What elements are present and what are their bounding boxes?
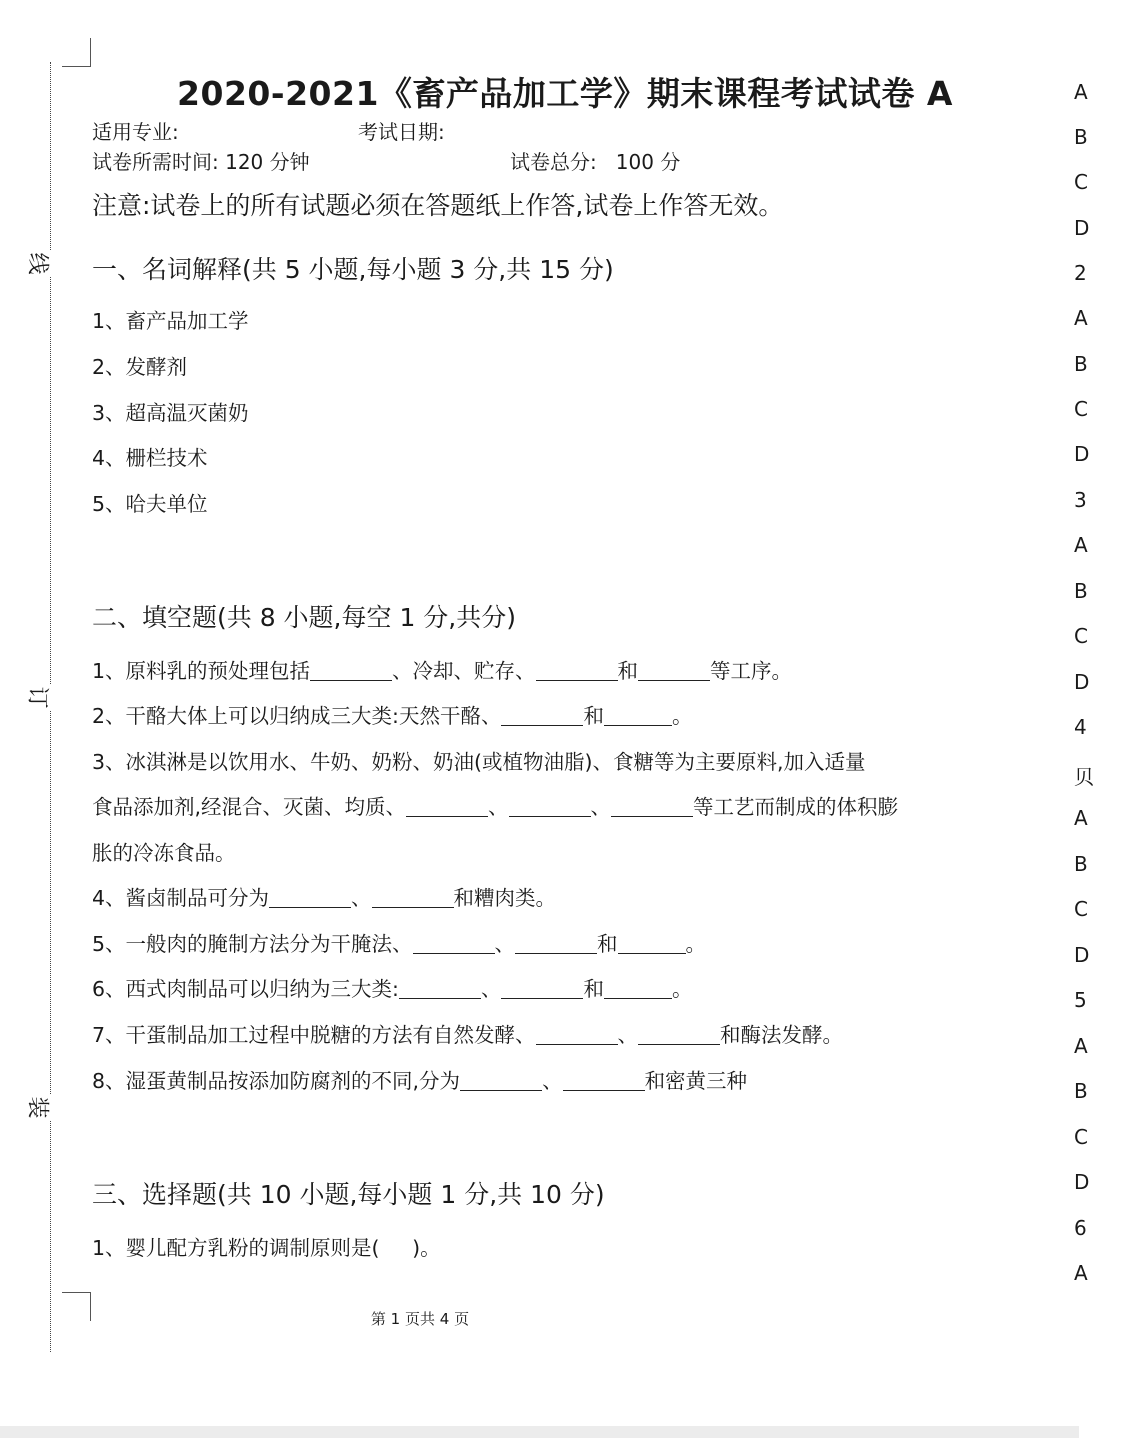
meta-major: 适用专业: (92, 120, 179, 144)
exam-notice: 注意:试卷上的所有试题必须在答题纸上作答,试卷上作答无效。 (92, 191, 784, 220)
section-1-item: 3、超高温灭菌奶 (92, 401, 249, 425)
fill-question-6 (92, 972, 692, 1002)
next-page-char: A (1074, 1034, 1088, 1058)
meta-duration: 试卷所需时间: 120 分钟 (92, 150, 310, 174)
next-page-char: 贝 (1074, 765, 1094, 789)
answer-blank (536, 1024, 618, 1045)
answer-blank (460, 1070, 542, 1091)
answer-blank (563, 1070, 645, 1091)
q5-text-c: 和 (597, 932, 618, 956)
next-page-char: D (1074, 216, 1090, 240)
next-page-char: B (1074, 852, 1088, 876)
q5-text-a: 5、一般肉的腌制方法分为干腌法、 (92, 932, 413, 956)
viewer-bottom-strip (0, 1426, 1079, 1438)
next-page-char: A (1074, 1261, 1088, 1285)
next-page-char: C (1074, 1125, 1088, 1149)
answer-blank (618, 933, 686, 954)
answer-blank (501, 978, 583, 999)
q7-text-c: 和酶法发酵。 (720, 1023, 844, 1047)
section-1-item: 2、发酵剂 (92, 355, 188, 379)
next-page-char: C (1074, 897, 1088, 921)
q4-text-b: 、 (351, 886, 372, 910)
q4-text-c: 和糟肉类。 (453, 886, 557, 910)
fill-question-3-line-3: 胀的冷冻食品。 (92, 841, 236, 865)
next-page-char: D (1074, 670, 1090, 694)
section-1-item: 1、畜产品加工学 (92, 309, 249, 333)
q8-text-c: 和密黄三种 (644, 1069, 748, 1093)
section-1-title: 一、名词解释(共 5 小题,每小题 3 分,共 15 分) (92, 255, 614, 284)
next-page-char: D (1074, 442, 1090, 466)
crop-mark-top (62, 38, 91, 67)
exam-title: 2020-2021《畜产品加工学》期末课程考试试卷 A (177, 74, 953, 113)
next-page-char: A (1074, 533, 1088, 557)
section-2-title: 二、填空题(共 8 小题,每空 1 分,共分) (92, 603, 517, 632)
q1-text-d: 等工序。 (710, 659, 793, 683)
q6-text-d: 。 (671, 977, 693, 1001)
next-page-edge (1070, 0, 1094, 1300)
q1-text-b: 、冷却、贮存、 (392, 659, 536, 683)
answer-blank (269, 887, 351, 908)
fill-question-4 (92, 881, 556, 911)
q2-text-b: 和 (583, 704, 604, 728)
q7-text-a: 7、干蛋制品加工过程中脱糖的方法有自然发酵、 (92, 1023, 536, 1047)
next-page-char: 3 (1074, 488, 1087, 512)
q6-text-a: 6、西式肉制品可以归纳为三大类: (92, 977, 399, 1001)
next-page-char: B (1074, 579, 1088, 603)
fill-question-5 (92, 927, 706, 957)
answer-blank (604, 978, 672, 999)
next-page-char: B (1074, 125, 1088, 149)
fill-question-3-line-2 (92, 790, 898, 820)
choice-question-1: 1、婴儿配方乳粉的调制原则是( )。 (92, 1236, 441, 1260)
q3-text-d: 等工艺而制成的体积膨 (693, 795, 899, 819)
answer-blank (638, 1024, 720, 1045)
q2-text-a: 2、干酪大体上可以归纳成三大类:天然干酪、 (92, 704, 502, 728)
next-page-char: D (1074, 1170, 1090, 1194)
answer-blank (399, 978, 481, 999)
next-page-char: C (1074, 624, 1088, 648)
answer-blank (509, 796, 591, 817)
answer-blank (372, 887, 454, 908)
q6-text-b: 、 (480, 977, 502, 1001)
next-page-char: 5 (1074, 988, 1087, 1012)
next-page-char: 6 (1074, 1216, 1087, 1240)
next-page-char: A (1074, 306, 1088, 330)
fill-question-7 (92, 1018, 843, 1048)
next-page-char: C (1074, 170, 1088, 194)
q3-text-b: 、 (488, 795, 509, 819)
answer-blank (501, 705, 583, 726)
q6-text-c: 和 (583, 977, 604, 1001)
fill-question-1 (92, 654, 792, 684)
next-page-char: 4 (1074, 715, 1087, 739)
answer-blank (604, 705, 672, 726)
q4-text-a: 4、酱卤制品可分为 (92, 886, 270, 910)
meta-exam-date: 考试日期: (358, 120, 445, 144)
answer-blank (310, 660, 392, 681)
next-page-char: A (1074, 80, 1088, 104)
q3-text-a: 食品添加剂,经混合、灭菌、均质、 (92, 795, 407, 819)
answer-blank (536, 660, 618, 681)
q2-text-c: 。 (671, 704, 693, 728)
answer-blank (413, 933, 495, 954)
fill-question-8 (92, 1064, 747, 1094)
binding-mark-bind: 装 (24, 1095, 55, 1121)
q5-text-d: 。 (685, 932, 707, 956)
q8-text-b: 、 (542, 1069, 563, 1093)
answer-blank (515, 933, 597, 954)
q1-text-c: 和 (617, 659, 639, 683)
next-page-char: C (1074, 397, 1088, 421)
answer-blank (638, 660, 710, 681)
next-page-char: 2 (1074, 261, 1087, 285)
meta-total-score: 试卷总分: 100 分 (510, 150, 681, 174)
next-page-char: D (1074, 943, 1090, 967)
next-page-char: B (1074, 352, 1088, 376)
fill-question-3-line-1: 3、冰淇淋是以饮用水、牛奶、奶粉、奶油(或植物油脂)、食糖等为主要原料,加入适量 (92, 750, 866, 774)
fill-question-2 (92, 699, 692, 729)
next-page-char: A (1074, 806, 1088, 830)
binding-mark-staple: 订 (24, 685, 55, 711)
page-footer: 第 1 页共 4 页 (370, 1310, 470, 1328)
q1-text-a: 1、原料乳的预处理包括 (92, 659, 311, 683)
next-page-char: B (1074, 1079, 1088, 1103)
section-3-title: 三、选择题(共 10 小题,每小题 1 分,共 10 分) (92, 1180, 605, 1209)
answer-blank (611, 796, 693, 817)
q3-text-c: 、 (590, 795, 612, 819)
section-1-item: 4、栅栏技术 (92, 446, 208, 470)
q7-text-b: 、 (617, 1023, 639, 1047)
binding-mark-line: 线 (24, 251, 55, 277)
q5-text-b: 、 (494, 932, 516, 956)
answer-blank (406, 796, 488, 817)
q8-text-a: 8、湿蛋黄制品按添加防腐剂的不同,分为 (92, 1069, 461, 1093)
section-1-item: 5、哈夫单位 (92, 492, 208, 516)
